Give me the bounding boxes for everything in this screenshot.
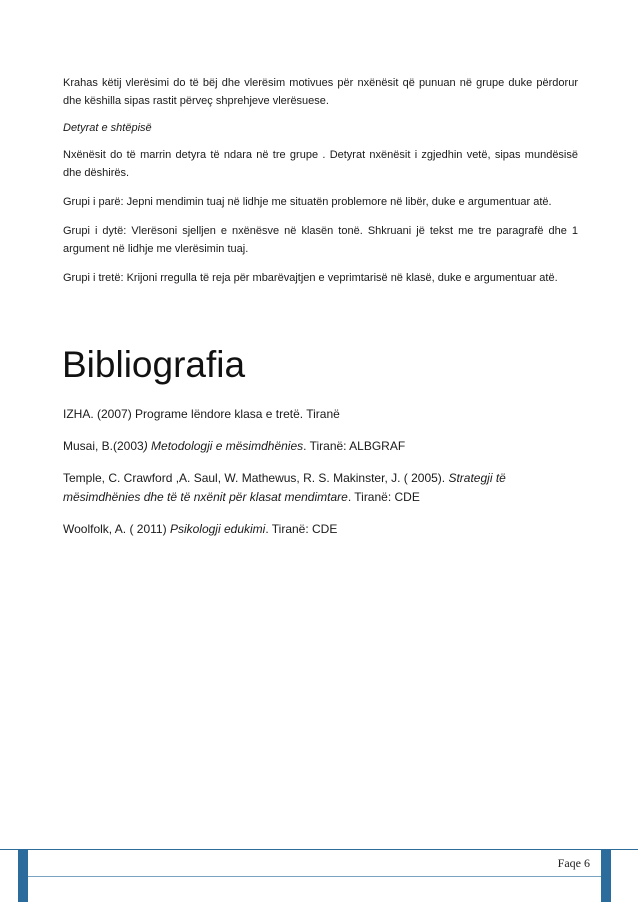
paragraph-group-two: Grupi i dytë: Vlerësoni sjelljen e nxënësve në klasën tonë. Shkruani jë tekst me tre paragrafë dhe 1 argument në lidhje me vlerësimin tuaj. (63, 225, 578, 255)
footer-left-bar (18, 849, 28, 902)
paragraph-evaluation: Krahas këtij vlerësimi do të bëj dhe vlerësim motivues për nxënësit që punuan në grupe duke përdorur dhe këshilla sipas rastit përveç shprehjeve vlerësuese. (63, 77, 578, 107)
bib-item-authors: IZHA. (2007) Programe lëndore klasa e tretë. Tiranë (63, 407, 340, 421)
bibliography-list (63, 405, 583, 552)
bibliography-item (63, 520, 583, 539)
bibliography-item (63, 437, 583, 456)
footer-top-line (0, 849, 638, 850)
footer-rule (28, 876, 601, 877)
page-number: Faqe 6 (557, 856, 590, 870)
bib-item-title: Psikologji edukimi (169, 522, 266, 536)
bib-item-authors: Woolfolk, A. ( 2011) (63, 522, 170, 536)
paragraph-group-one: Grupi i parë: Jepni mendimin tuaj në lidhje me situatën problemore në libër, duke e argumentuar atë. (63, 196, 552, 208)
bib-item-authors: Temple, C. Crawford ,A. Saul, W. Mathewus, R. S. Makinster, J. ( 2005). (63, 471, 449, 485)
bibliography-heading: Bibliografia (62, 344, 246, 385)
body-text (63, 74, 578, 287)
paragraph-homework-intro: Nxënësit do të marrin detyra të ndara në tre grupe . Detyrat nxënësit i zgjedhin vetë, sipas mundësisë dhe dëshirës. (63, 149, 578, 179)
bib-item-title: Strategji të mësimdhënies dhe të të nxënit për klasat mendimtare (63, 471, 506, 504)
bibliography-item (63, 469, 583, 507)
bib-item-publisher: . Tiranë: ALBGRAF (303, 439, 406, 453)
bib-item-authors: Musai, B.(2003 (63, 439, 144, 453)
bib-item-publisher: . Tiranë: CDE (347, 490, 420, 504)
footer-right-bar (601, 849, 611, 902)
bib-item-publisher: . Tiranë: CDE (265, 522, 338, 536)
subheading-homework: Detyrat e shtëpisë (63, 122, 152, 134)
bibliography-item (63, 405, 583, 424)
paragraph-group-three: Grupi i tretë: Krijoni rregulla të reja për mbarëvajtjen e veprimtarisë në klasë, duke e argumentuar atë. (63, 272, 558, 284)
bib-item-title: ) Metodologji e mësimdhënies (143, 439, 304, 453)
